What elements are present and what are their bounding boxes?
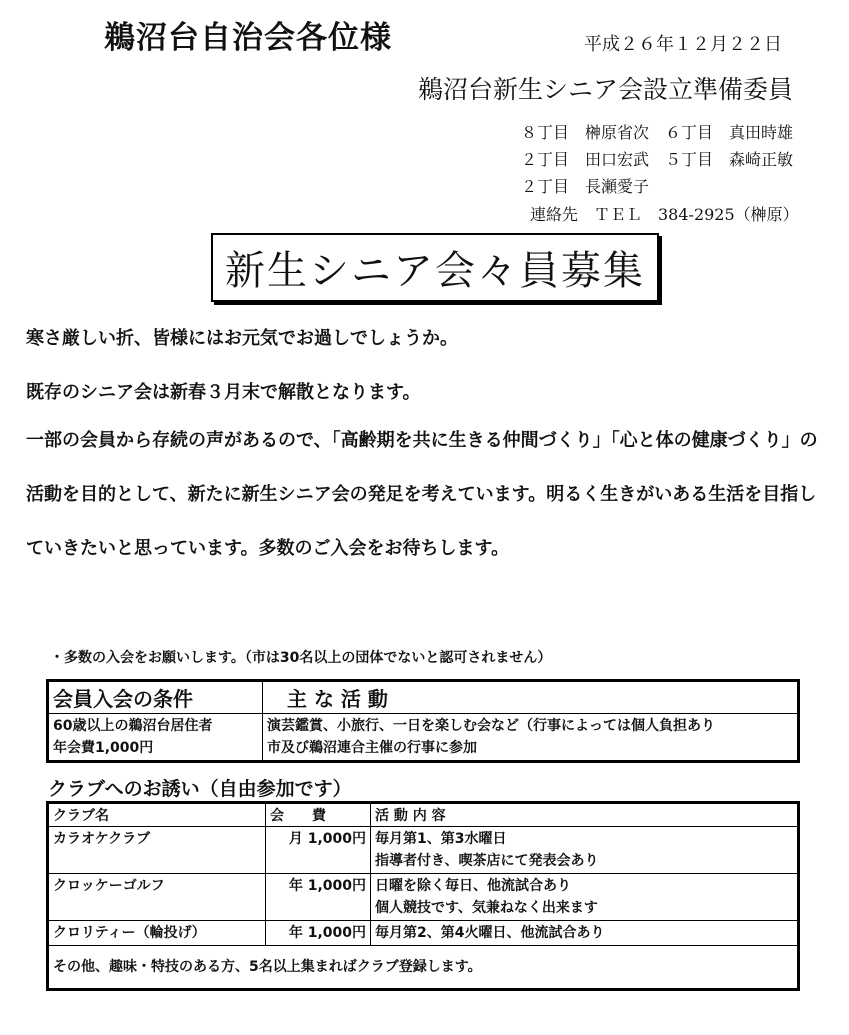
table-header-row (48, 803, 799, 827)
activity-line: 指導者付き、喫茶店にて発表会あり (375, 853, 599, 869)
club-footer-cell: その他、趣味・特技のある方、5名以上集まればクラブ登録します。 (48, 946, 799, 990)
club-name-header: クラブ名 (48, 803, 266, 827)
activity-line: 毎月第1、第3水曜日 (375, 831, 507, 847)
activity-line: 日曜を除く毎日、他流試合あり (375, 878, 571, 894)
table-row (48, 874, 799, 921)
table-row (48, 921, 799, 946)
clubs-table (46, 801, 800, 991)
club-activity-cell (371, 921, 799, 946)
fee-header: 会 費 (266, 803, 371, 827)
conditions-cell (48, 714, 263, 762)
club-fee-cell: 年 1,000円 (266, 874, 371, 921)
club-fee-cell: 月 1,000円 (266, 827, 371, 874)
club-name-cell: カラオケクラブ (48, 827, 266, 874)
committee-member-line: ８丁目 榊原省次 ６丁目 真田時雄 (521, 123, 794, 142)
conditions-header: 会員入会の条件 (48, 681, 263, 714)
membership-note: ・多数の入会をお願いします。（市は30名以上の団体でないと認可されません） (50, 650, 552, 666)
activities-header: 主 な 活 動 (263, 681, 799, 714)
activity-line: 市及び鵜沼連合主催の行事に参加 (267, 740, 477, 756)
addressee-heading: 鵜沼台自治会各位様 (104, 20, 392, 56)
committee-member-line: ２丁目 田口宏武 ５丁目 森崎正敏 (521, 150, 794, 169)
clubs-title: クラブへのお誘い（自由参加です） (48, 778, 352, 800)
club-activity-cell (371, 874, 799, 921)
club-activity-cell (371, 827, 799, 874)
table-header-row (48, 681, 799, 714)
contact-info: 連絡先 ＴＥＬ 384-2925（榊原） (530, 205, 799, 224)
document-date: 平成２６年１２月２２日 (584, 34, 782, 55)
table-row (48, 714, 799, 762)
conditions-table (46, 679, 800, 763)
committee-name: 鵜沼台新生シニア会設立準備委員 (418, 75, 794, 104)
table-row (48, 827, 799, 874)
club-fee-cell: 年 1,000円 (266, 921, 371, 946)
condition-line: 60歳以上の鵜沼台居住者 (53, 718, 213, 734)
greeting-paragraph: 寒さ厳しい折、皆様にはお元気でお過しでしょうか。 (26, 328, 458, 349)
activity-line: 演芸鑑賞、小旅行、一日を楽しむ会など（行事によっては個人負担あり (267, 718, 715, 734)
activity-header: 活 動 内 容 (371, 803, 799, 827)
condition-line: 年会費1,000円 (53, 740, 154, 756)
committee-member-line: ２丁目 長瀬愛子 (521, 177, 650, 196)
dissolution-paragraph: 既存のシニア会は新春３月末で解散となります。 (26, 382, 421, 403)
club-name-cell: クロッケーゴルフ (48, 874, 266, 921)
activity-line: 個人競技です、気兼ねなく出来ます (375, 900, 598, 916)
activities-cell (263, 714, 799, 762)
purpose-paragraph: 一部の会員から存続の声があるので、「高齢期を共に生きる仲間づくり」「心と体の健康づくり」の活動を目的として、新たに新生シニア会の発足を考えています。明るく生きがいある生活を目指していきたいと思っています。多数のご入会をお待ちします。 (26, 430, 818, 559)
club-name-cell: クロリティー（輪投げ） (48, 921, 266, 946)
activity-line: 毎月第2、第4火曜日、他流試合あり (375, 925, 605, 941)
table-row (48, 946, 799, 990)
recruitment-headline: 新生シニア会々員募集 (211, 233, 659, 302)
